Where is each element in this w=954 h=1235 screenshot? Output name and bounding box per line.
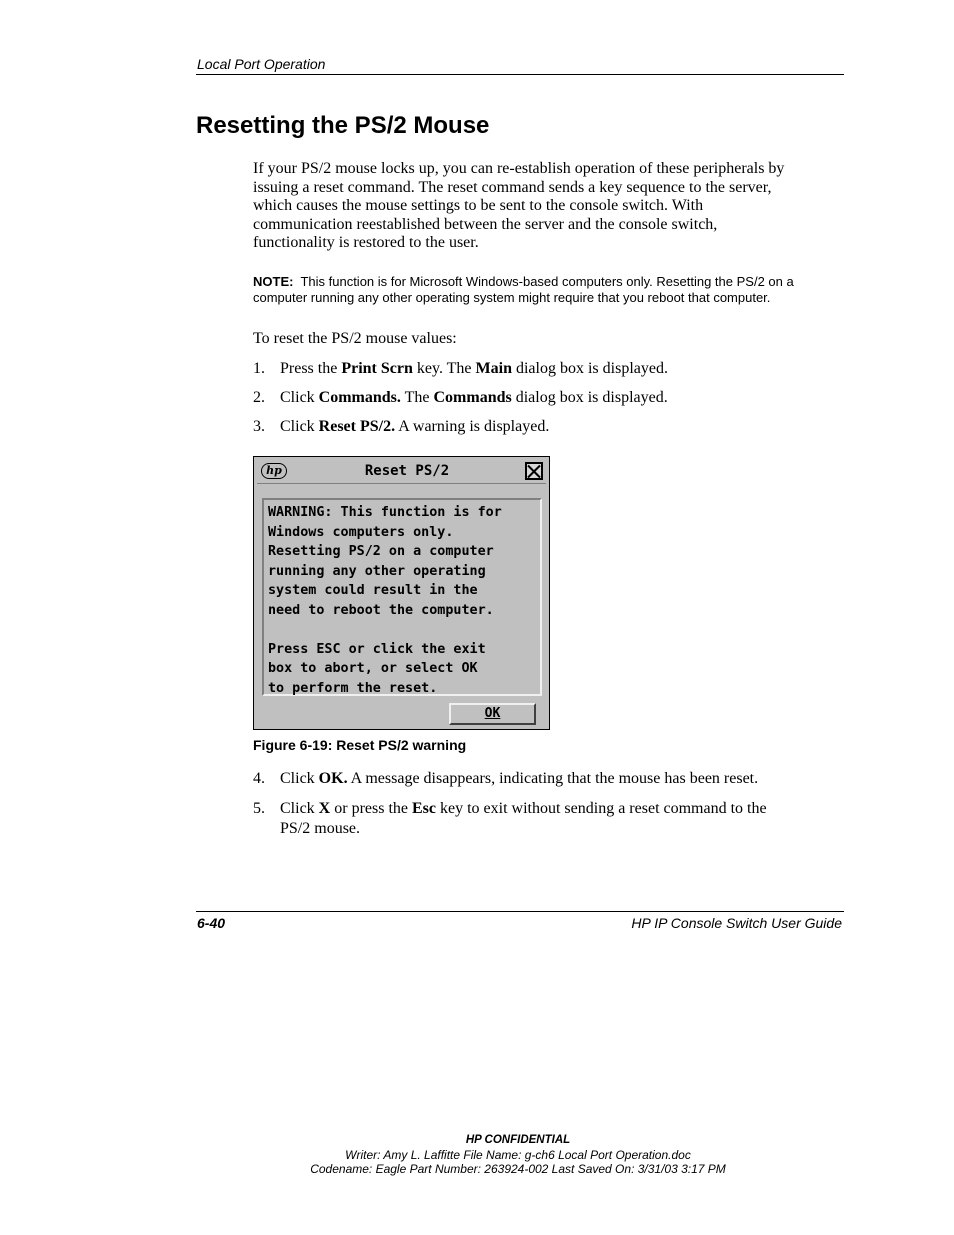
- ok-label: OK: [484, 706, 501, 721]
- step-run: Press the: [280, 360, 342, 377]
- message-line: Resetting PS/2 on a computer: [268, 544, 494, 559]
- step-run: key to exit without sending a reset command to the: [436, 800, 767, 817]
- step-emphasis: Commands.: [318, 389, 401, 406]
- step-run: Click: [280, 800, 319, 817]
- dialog-title: Reset PS/2: [364, 463, 450, 479]
- footer-rule: [196, 911, 844, 912]
- header-rule: [196, 74, 844, 75]
- note-text-cont: computer running any other operating system might require that you reboot that computer.: [253, 290, 771, 306]
- section-title: Resetting the PS/2 Mouse: [196, 112, 490, 139]
- intro-line: issuing a reset command. The reset command sends a key sequence to the server,: [253, 178, 772, 196]
- message-line: Press ESC or click the exit: [268, 641, 486, 657]
- ok-button[interactable]: [449, 703, 536, 725]
- message-line: running any other operating: [268, 563, 486, 579]
- running-header: Local Port Operation: [197, 56, 326, 72]
- message-line: system could result in the: [268, 583, 478, 598]
- step-run: A warning is displayed.: [395, 418, 550, 435]
- step-run: The: [400, 389, 434, 406]
- step-text: [280, 417, 820, 437]
- intro-line: functionality is restored to the user.: [253, 234, 479, 252]
- step-text-cont: PS/2 mouse.: [280, 819, 361, 837]
- intro-paragraph: [253, 160, 833, 253]
- document-meta-line: Writer: Amy L. Laffitte File Name: g-ch6 Local Port Operation.doc: [345, 1148, 691, 1162]
- step-text: [280, 388, 820, 408]
- step-run: Click: [280, 770, 319, 787]
- step-number: 4.: [253, 770, 265, 787]
- message-line: to perform the reset.: [268, 680, 438, 696]
- close-icon[interactable]: [525, 462, 543, 480]
- step-run: dialog box is displayed.: [511, 360, 668, 377]
- step-run: dialog box is displayed.: [511, 389, 668, 406]
- step-number: 3.: [253, 418, 265, 435]
- figure-caption: Figure 6-19: Reset PS/2 warning: [253, 737, 467, 753]
- step-run: or press the: [330, 800, 412, 817]
- step-emphasis: Commands: [433, 389, 512, 406]
- message-line: box to abort, or select OK: [268, 661, 478, 676]
- step-emphasis: Esc: [412, 800, 436, 817]
- step-text: [280, 359, 820, 379]
- hp-logo-icon: hp: [261, 463, 287, 479]
- step-text: [280, 799, 820, 819]
- step-emphasis: Print Scrn: [341, 360, 413, 377]
- note: [253, 274, 848, 307]
- step-number: 5.: [253, 800, 265, 817]
- step-emphasis: Main: [475, 360, 512, 377]
- message-line: [268, 620, 540, 640]
- document-meta-line: Codename: Eagle Part Number: 263924-002 Last Saved On: 3/31/03 3:17 PM: [310, 1162, 726, 1176]
- confidential-label: HP CONFIDENTIAL: [465, 1134, 571, 1146]
- step-number: 1.: [253, 360, 265, 377]
- step-run: A message disappears, indicating that the mouse has been reset.: [347, 770, 759, 787]
- dialog-message: [262, 498, 542, 696]
- step-text: [280, 769, 820, 789]
- dialog-title-bar: [257, 460, 546, 484]
- step-number: 2.: [253, 389, 265, 406]
- message-line: Windows computers only.: [268, 524, 454, 540]
- note-label: NOTE:: [253, 274, 294, 289]
- step-emphasis: X: [318, 800, 331, 817]
- guide-title: HP IP Console Switch User Guide: [631, 915, 842, 931]
- step-emphasis: OK.: [318, 770, 348, 787]
- intro-line: which causes the mouse settings to be sent to the console switch. With: [253, 197, 704, 215]
- step-run: Click: [280, 418, 319, 435]
- reset-ps2-dialog: [253, 456, 550, 730]
- step-run: key. The: [412, 360, 476, 377]
- intro-line: If your PS/2 mouse locks up, you can re-establish operation of these peripherals by: [253, 160, 785, 177]
- page-number: 6-40: [197, 915, 226, 931]
- procedure-lead-in: To reset the PS/2 mouse values:: [253, 330, 457, 347]
- note-text: This function is for Microsoft Windows-based computers only. Resetting the PS/2 on a: [300, 274, 794, 289]
- step-run: Click: [280, 389, 319, 406]
- intro-line: communication reestablished between the server and the console switch,: [253, 215, 718, 233]
- step-emphasis: Reset PS/2.: [318, 418, 396, 435]
- message-line: WARNING: This function is for: [268, 505, 502, 520]
- message-line: need to reboot the computer.: [268, 602, 494, 618]
